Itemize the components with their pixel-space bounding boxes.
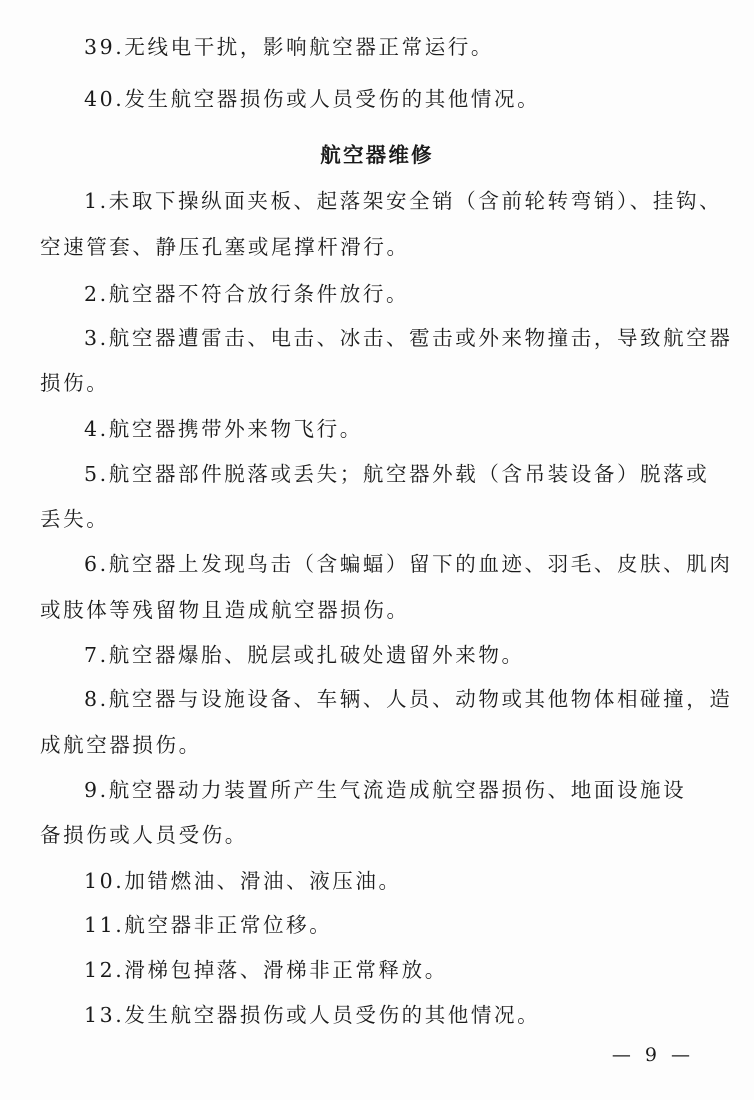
item-5-line-2: 丢失。: [40, 507, 110, 531]
item-1-line-2: 空速管套、静压孔塞或尾撑杆滑行。: [40, 235, 410, 259]
item-6-line-1: 6.航空器上发现鸟击（含蝙蝠）留下的血迹、羽毛、皮肤、肌肉: [84, 552, 733, 576]
item-11: 11.航空器非正常位移。: [84, 913, 333, 937]
item-10: 10.加错燃油、滑油、液压油。: [84, 869, 402, 893]
item-2: 2.航空器不符合放行条件放行。: [84, 282, 410, 306]
item-13: 13.发生航空器损伤或人员受伤的其他情况。: [84, 1003, 541, 1027]
item-40: 40.发生航空器损伤或人员受伤的其他情况。: [84, 87, 541, 111]
item-6-line-2: 或肢体等残留物且造成航空器损伤。: [40, 598, 410, 622]
item-5-line-1: 5.航空器部件脱落或丢失；航空器外载（含吊装设备）脱落或: [84, 462, 710, 486]
item-3-line-1: 3.航空器遭雷击、电击、冰击、雹击或外来物撞击，导致航空器: [84, 326, 733, 350]
item-8-line-2: 成航空器损伤。: [40, 733, 202, 757]
item-12: 12.滑梯包掉落、滑梯非正常释放。: [84, 958, 448, 982]
item-4: 4.航空器携带外来物飞行。: [84, 417, 363, 441]
page-number: — 9 —: [611, 1044, 694, 1066]
item-9-line-2: 备损伤或人员受伤。: [40, 823, 248, 847]
item-1-line-1: 1.未取下操纵面夹板、起落架安全销（含前轮转弯销）、挂钩、: [84, 189, 723, 213]
item-9-line-1: 9.航空器动力装置所产生气流造成航空器损伤、地面设施设: [84, 778, 687, 802]
item-39: 39.无线电干扰，影响航空器正常运行。: [84, 35, 495, 59]
item-7: 7.航空器爆胎、脱层或扎破处遗留外来物。: [84, 643, 525, 667]
section-heading: 航空器维修: [320, 143, 434, 167]
item-8-line-1: 8.航空器与设施设备、车辆、人员、动物或其他物体相碰撞，造: [84, 687, 733, 711]
item-3-line-2: 损伤。: [40, 371, 110, 395]
